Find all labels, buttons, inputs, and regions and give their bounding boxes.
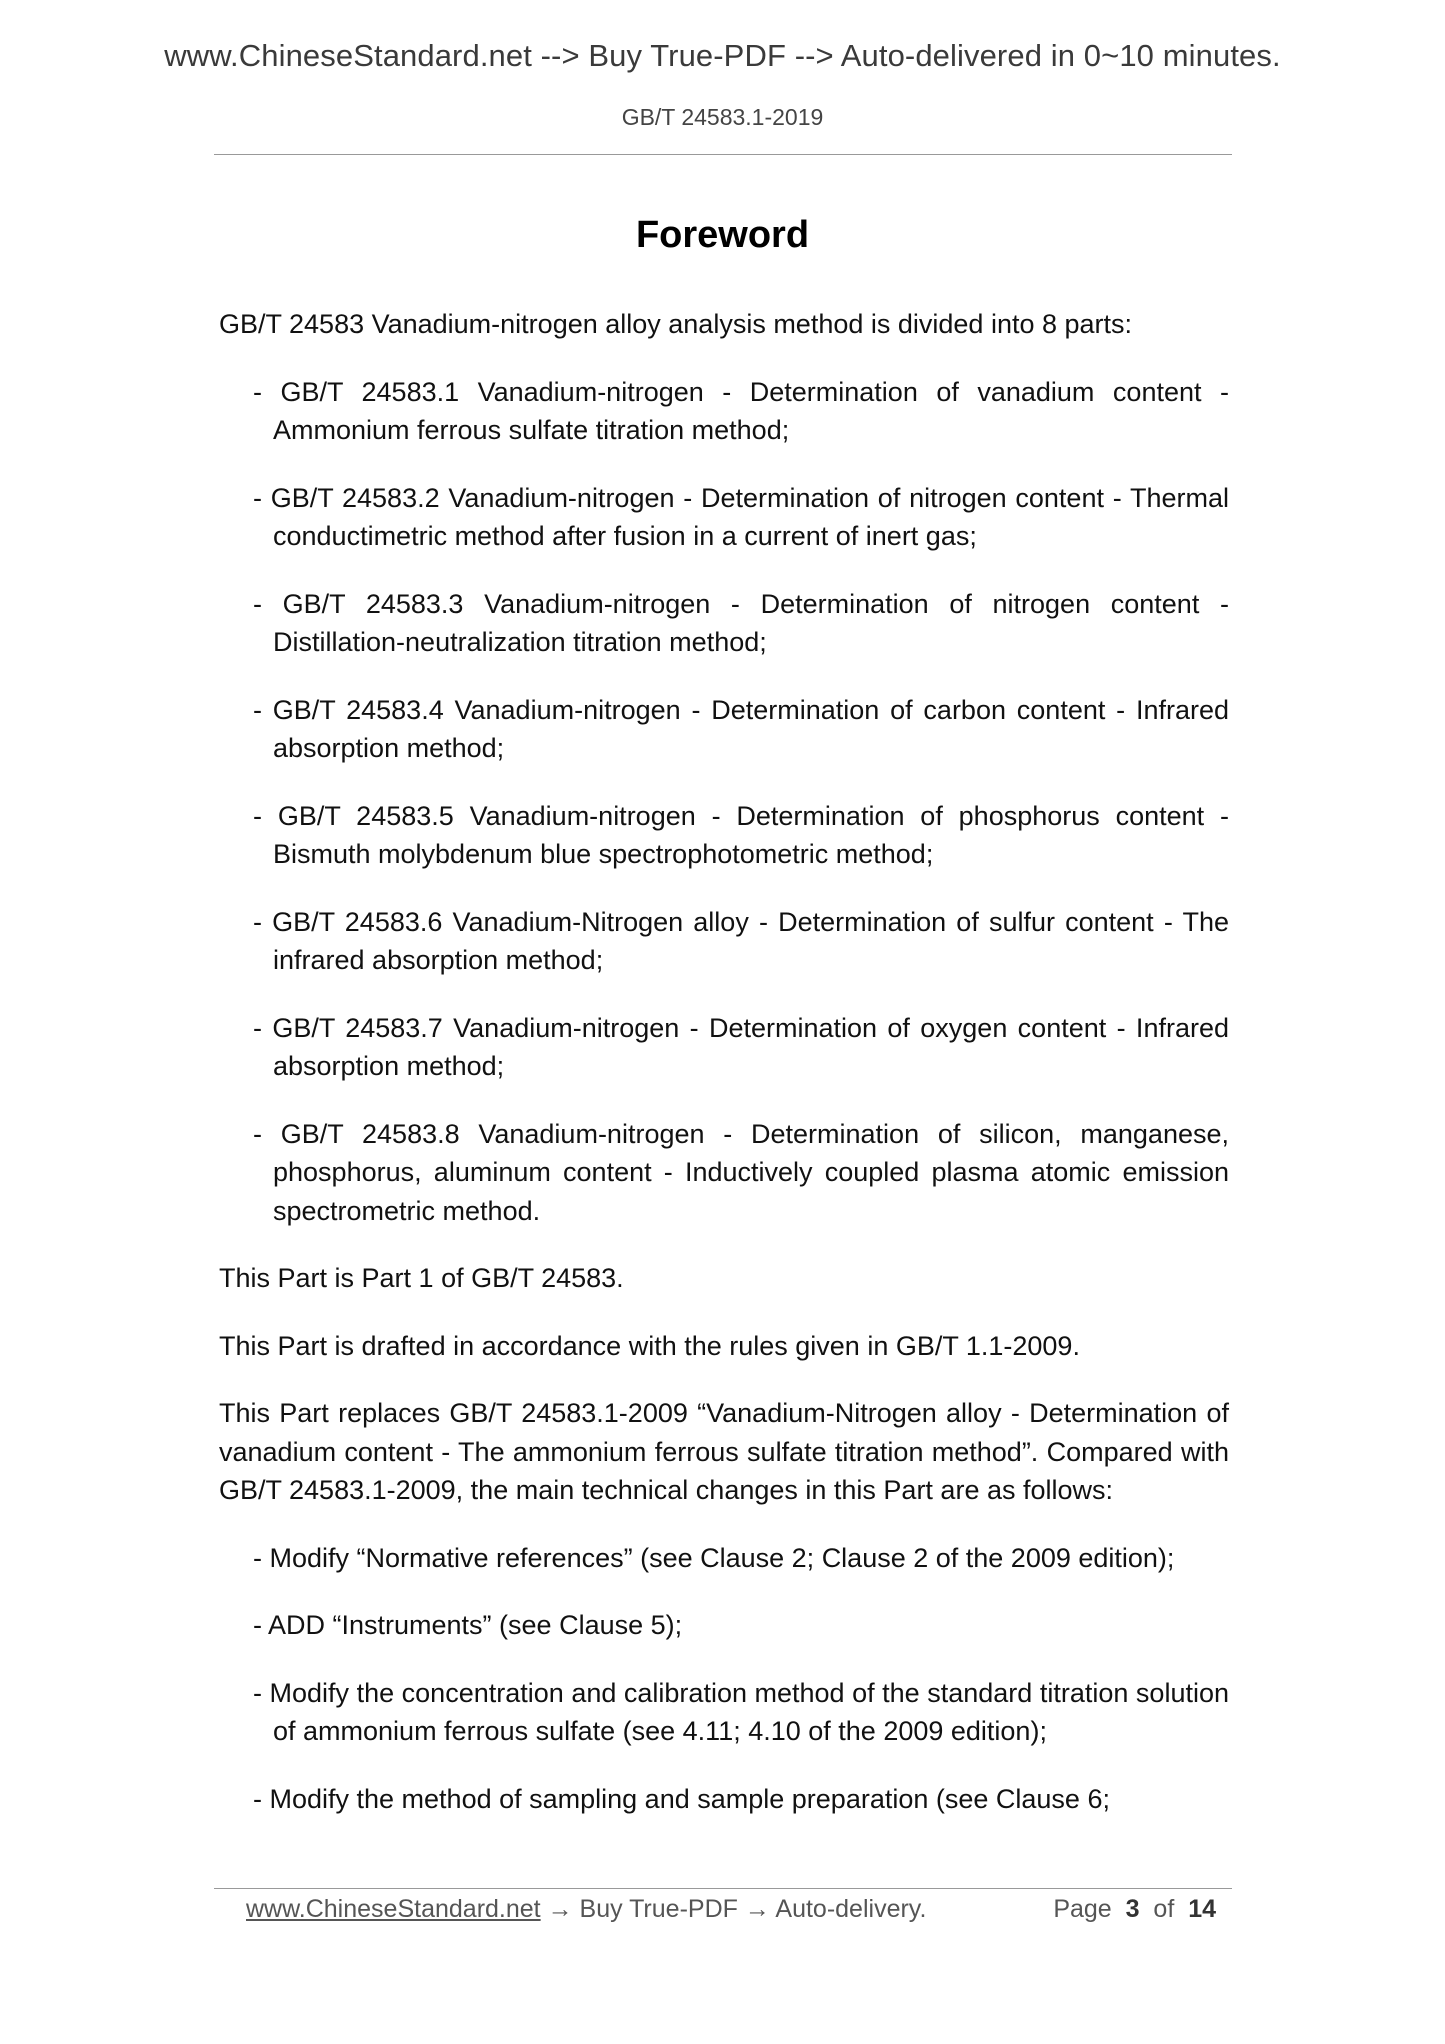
intro-paragraph: GB/T 24583 Vanadium-nitrogen alloy analysis method is divided into 8 parts: (219, 309, 1133, 339)
list-item: - GB/T 24583.8 Vanadium-nitrogen - Determination of silicon, manganese, phosphorus, aluminum content - Inductively coupled plasma atomic emission spectrometric method. (253, 1118, 1229, 1226)
changes-list (219, 1539, 1229, 1819)
list-item: - Modify the concentration and calibration method of the standard titration solution of ammonium ferrous sulfate (see 4.11; 4.10 of the 2009 edition); (253, 1677, 1229, 1746)
footer-promo (246, 1895, 926, 1924)
footer-site-link[interactable]: www.ChineseStandard.net (246, 1895, 541, 1923)
page-of-label: of (1153, 1895, 1175, 1923)
page-total: 14 (1188, 1895, 1216, 1923)
list-item: - Modify “Normative references” (see Clause 2; Clause 2 of the 2009 edition); (253, 1542, 1175, 1573)
list-item: - GB/T 24583.7 Vanadium-nitrogen - Determination of oxygen content - Infrared absorption method; (253, 1012, 1229, 1081)
page-title: Foreword (635, 214, 810, 256)
list-item: - GB/T 24583.1 Vanadium-nitrogen - Determination of vanadium content - Ammonium ferrous sulfate titration method; (253, 376, 1229, 445)
top-banner: www.ChineseStandard.net --> Buy True-PDF --> Auto-delivered in 0~10 minutes. (164, 38, 1281, 73)
page-indicator (1053, 1895, 1216, 1924)
document-number: GB/T 24583.1-2019 (621, 104, 824, 130)
list-item: - GB/T 24583.3 Vanadium-nitrogen - Determination of nitrogen content - Distillation-neutralization titration method; (253, 588, 1229, 657)
list-item: - GB/T 24583.5 Vanadium-nitrogen - Determination of phosphorus content - Bismuth molybdenum blue spectrophotometric method; (253, 800, 1229, 869)
page-label: Page (1053, 1895, 1112, 1923)
list-item: - GB/T 24583.4 Vanadium-nitrogen - Determination of carbon content - Infrared absorption method; (253, 694, 1229, 763)
part-of-paragraph: This Part is Part 1 of GB/T 24583. (219, 1263, 624, 1293)
document-body (219, 305, 1229, 1847)
replaces-paragraph: This Part replaces GB/T 24583.1-2009 “Vanadium-Nitrogen alloy - Determination of vanadium content - The ammonium ferrous sulfate titration method”. Compared with GB/T 24583.1-2009, the main technical changes in this Part are as follows: (219, 1398, 1229, 1505)
list-item: - GB/T 24583.6 Vanadium-Nitrogen alloy - Determination of sulfur content - The infrared absorption method; (253, 906, 1229, 975)
footer-divider (214, 1888, 1232, 1889)
drafted-paragraph: This Part is drafted in accordance with the rules given in GB/T 1.1-2009. (219, 1330, 1080, 1361)
list-item: - ADD “Instruments” (see Clause 5); (253, 1610, 683, 1640)
list-item: - GB/T 24583.2 Vanadium-nitrogen - Determination of nitrogen content - Thermal conductimetric method after fusion in a current of inert gas; (253, 482, 1229, 551)
parts-list (219, 373, 1229, 1231)
footer-promo-text: → Buy True-PDF → Auto-delivery. (540, 1895, 927, 1923)
page-footer (246, 1895, 1216, 1935)
list-item: - Modify the method of sampling and sample preparation (see Clause 6; (253, 1783, 1110, 1814)
page-current: 3 (1125, 1895, 1140, 1923)
header-divider (214, 154, 1232, 155)
